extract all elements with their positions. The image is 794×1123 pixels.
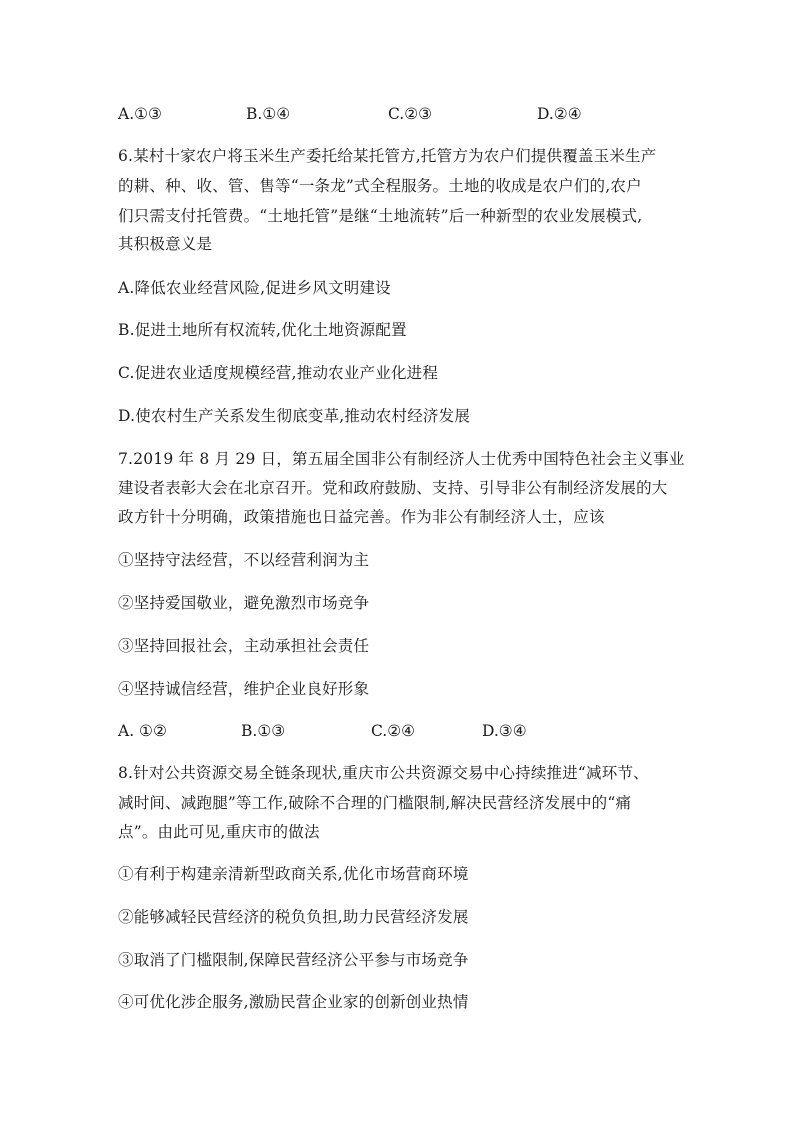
q7-stem-line: 建设者表彰大会在北京召开。党和政府鼓励、支持、引导非公有制经济发展的大	[118, 479, 668, 497]
prev-option-a[interactable]: A.①③	[118, 105, 162, 123]
q7-statement-1: ①坚持守法经营，不以经营利润为主	[118, 551, 370, 569]
q7-stem-line: 7.2019 年 8 月 29 日，第五届全国非公有制经济人士优秀中国特色社会主义事业	[118, 450, 685, 468]
q8-statement-3: ③取消了门槛限制,保障民营经济公平参与市场竞争	[118, 951, 469, 969]
q6-stem-line: 的耕、种、收、管、售等“一条龙”式全程服务。土地的收成是农户们的,农户	[118, 177, 642, 195]
q7-stem-line: 政方针十分明确，政策措施也日益完善。作为非公有制经济人士，应该	[118, 508, 605, 526]
q8-stem-line: 点”。由此可见,重庆市的做法	[118, 823, 320, 841]
q7-option-d[interactable]: D.③④	[482, 722, 527, 740]
q6-option-c[interactable]: C.促进农业适度规模经营,推动农业产业化进程	[118, 364, 439, 382]
q7-statement-3: ③坚持回报社会，主动承担社会责任	[118, 637, 370, 655]
q6-stem-line: 们只需支付托管费。“土地托管”是继“土地流转”后一种新型的农业发展模式,	[118, 207, 643, 225]
q7-statement-4: ④坚持诚信经营，维护企业良好形象	[118, 680, 370, 698]
q8-stem-line: 减时间、减跑腿”等工作,破除不合理的门槛限制,解决民营经济发展中的“痛	[118, 794, 632, 812]
prev-option-c[interactable]: C.②③	[388, 105, 433, 123]
q6-stem-line: 其积极意义是	[118, 235, 213, 253]
q6-stem-line: 6.某村十家农户将玉米生产委托给某托管方,托管方为农户们提供覆盖玉米生产	[118, 147, 657, 165]
q7-option-b[interactable]: B.①③	[241, 722, 286, 740]
q7-statement-2: ②坚持爱国敬业，避免激烈市场竞争	[118, 594, 370, 612]
q8-statement-4: ④可优化涉企服务,激励民营企业家的创新创业热情	[118, 993, 469, 1011]
q8-statement-2: ②能够减轻民营经济的税负负担,助力民营经济发展	[118, 908, 469, 926]
prev-option-d[interactable]: D.②④	[537, 105, 582, 123]
q6-option-d[interactable]: D.使农村生产关系发生彻底变革,推动农村经济发展	[118, 407, 471, 425]
q7-option-a[interactable]: A. ①②	[118, 722, 167, 740]
q8-stem-line: 8.针对公共资源交易全链条现状,重庆市公共资源交易中心持续推进“减环节、	[118, 764, 649, 782]
q8-statement-1: ①有利于构建亲清新型政商关系,优化市场营商环境	[118, 865, 469, 883]
prev-option-b[interactable]: B.①④	[246, 105, 291, 123]
q7-option-c[interactable]: C.②④	[371, 722, 416, 740]
q6-option-b[interactable]: B.促进土地所有权流转,优化土地资源配置	[118, 321, 407, 339]
q6-option-a[interactable]: A.降低农业经营风险,促进乡风文明建设	[118, 279, 391, 297]
